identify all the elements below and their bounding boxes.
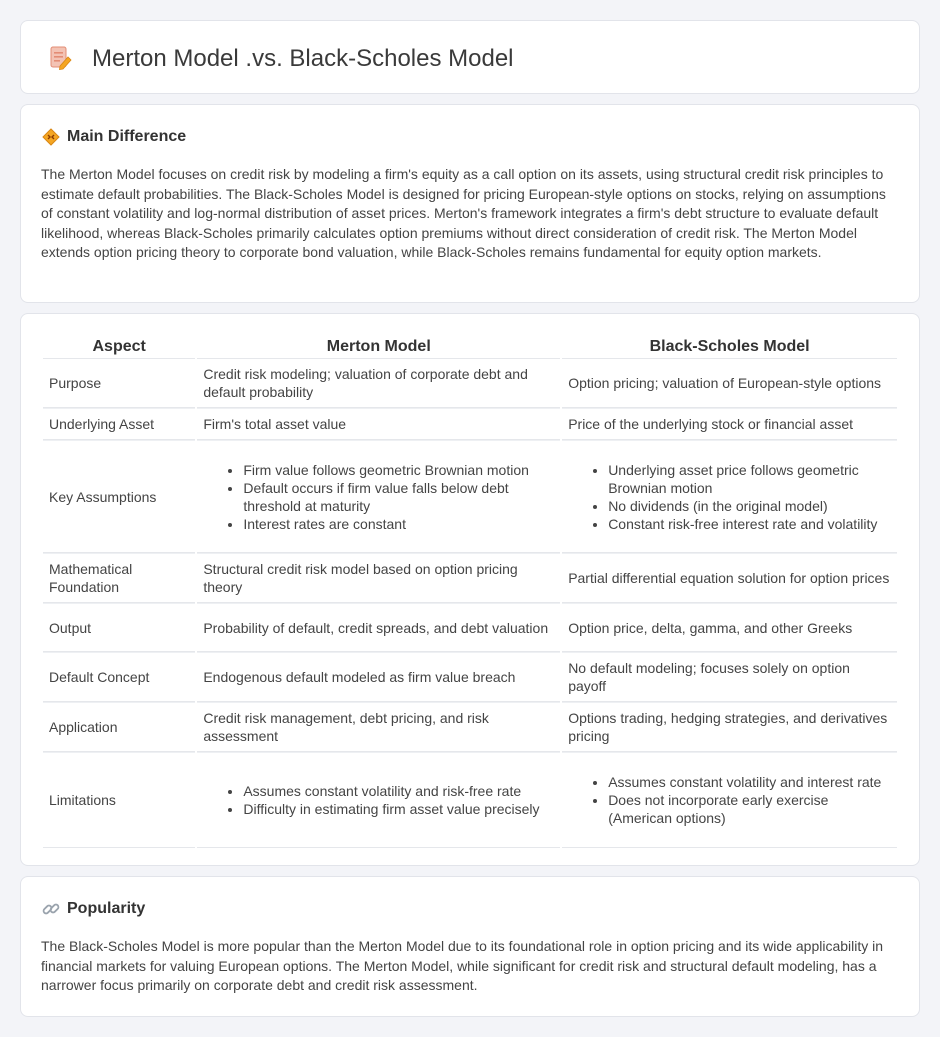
table-row	[43, 408, 897, 440]
aspect-cell: Limitations	[43, 752, 195, 848]
main-difference-heading	[41, 127, 186, 147]
page-title: Merton Model .vs. Black-Scholes Model	[92, 45, 514, 72]
black-scholes-cell: Price of the underlying stock or financial asset	[562, 408, 897, 440]
black-scholes-cell: Option price, delta, gamma, and other Greeks	[562, 603, 897, 652]
popularity-text: The Black-Scholes Model is more popular than the Merton Model due to its foundational role in option pricing and its wide applicability in financial markets for valuing European options. The Merton Model, while significant for credit risk and structural default modeling, has a narrower focus primarily on corporate debt and credit risk assessment.	[41, 938, 884, 994]
main-difference-text: The Merton Model focuses on credit risk by modeling a firm's equity as a call option on its assets, using structural credit risk principles to estimate default probabilities. The Black-Scholes Model is designed for pricing European-style options on stocks, relying on assumptions of constant volatility and log-normal distribution of asset prices. Merton's framework integrates a firm's debt structure to evaluate default likelihood, whereas Black-Scholes primarily calculates option premiums without direct consideration of credit risk. The Merton Model extends option pricing theory to corporate bond valuation, while Black-Scholes remains fundamental for equity option markets.	[41, 166, 886, 261]
merton-cell: Credit risk management, debt pricing, and risk assessment	[197, 702, 560, 752]
black-scholes-cell: Partial differential equation solution for option prices	[562, 553, 897, 603]
merton-cell: Credit risk modeling; valuation of corporate debt and default probability	[197, 359, 560, 408]
merton-cell: Endogenous default modeled as firm value breach	[197, 652, 560, 702]
table-header-row	[43, 336, 897, 359]
black-scholes-cell: Options trading, hedging strategies, and derivatives pricing	[562, 702, 897, 752]
black-scholes-assumptions-list	[568, 461, 891, 533]
table-row	[43, 603, 897, 652]
table-row	[43, 553, 897, 603]
list-item: • Difficulty in estimating firm asset value precisely	[243, 800, 554, 818]
black-scholes-limitations-list	[568, 773, 891, 827]
aspect-cell: Mathematical Foundation	[43, 553, 195, 603]
list-item: • Underlying asset price follows geometric Brownian motion	[608, 461, 891, 497]
black-scholes-cell: Option pricing; valuation of European-style options	[562, 359, 897, 408]
popularity-card	[20, 876, 920, 1017]
main-difference-card	[20, 104, 920, 303]
black-scholes-cell: No default modeling; focuses solely on option payoff	[562, 652, 897, 702]
merton-cell	[197, 752, 560, 848]
header-merton: Merton Model	[197, 336, 560, 359]
list-item: • Interest rates are constant	[243, 515, 554, 533]
popularity-heading	[41, 899, 145, 919]
black-scholes-cell	[562, 752, 897, 848]
merton-assumptions-list	[203, 461, 554, 533]
aspect-cell: Underlying Asset	[43, 408, 195, 440]
merton-cell: Firm's total asset value	[197, 408, 560, 440]
table-row	[43, 652, 897, 702]
header-aspect: Aspect	[43, 336, 195, 359]
list-item: • Assumes constant volatility and risk-free rate	[243, 782, 554, 800]
main-difference-title: Main Difference	[67, 128, 187, 145]
aspect-cell: Output	[43, 603, 195, 652]
aspect-cell: Key Assumptions	[43, 440, 195, 553]
list-item: • Firm value follows geometric Brownian motion	[243, 461, 554, 479]
table-row	[43, 702, 897, 752]
merton-cell	[197, 440, 560, 553]
comparison-card	[20, 313, 920, 866]
popularity-title: Popularity	[67, 900, 146, 917]
list-item: • No dividends (in the original model)	[608, 497, 891, 515]
table-row	[43, 752, 897, 848]
header-card	[20, 20, 920, 94]
merton-cell: Structural credit risk model based on option pricing theory	[197, 553, 560, 603]
aspect-cell: Application	[43, 702, 195, 752]
link-icon	[41, 899, 61, 919]
list-item: • Does not incorporate early exercise (American options)	[608, 791, 891, 827]
comparison-table	[41, 336, 899, 848]
merton-cell: Probability of default, credit spreads, and debt valuation	[197, 603, 560, 652]
list-item: • Assumes constant volatility and interest rate	[608, 773, 891, 791]
table-row	[43, 359, 897, 408]
list-item: • Constant risk-free interest rate and volatility	[608, 515, 891, 533]
table-row	[43, 440, 897, 553]
black-scholes-cell	[562, 440, 897, 553]
diamond-icon	[41, 127, 61, 147]
list-item: • Default occurs if firm value falls below debt threshold at maturity	[243, 479, 554, 515]
document-edit-icon	[47, 45, 73, 71]
header-black-scholes: Black-Scholes Model	[562, 336, 897, 359]
aspect-cell: Purpose	[43, 359, 195, 408]
merton-limitations-list	[203, 782, 554, 818]
aspect-cell: Default Concept	[43, 652, 195, 702]
